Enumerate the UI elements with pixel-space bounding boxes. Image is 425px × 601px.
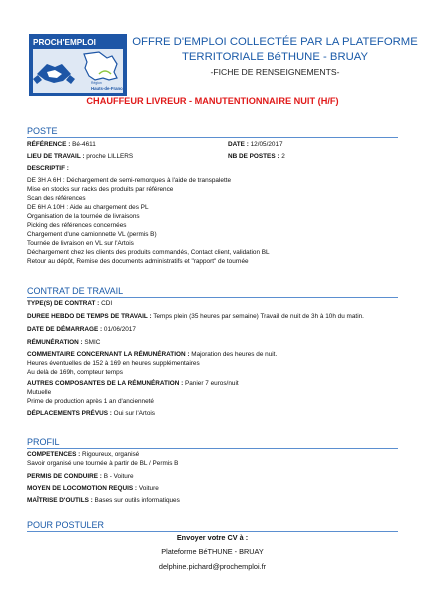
competences-value: Rigoureux, organisé — [80, 451, 140, 458]
type-contrat-label: TYPE(S) DE CONTRAT : — [27, 300, 100, 307]
descriptif-line: Picking des références concernées — [27, 222, 127, 229]
apply-email-link[interactable]: delphine.pichard@prochemploi.fr — [158, 562, 267, 571]
field-autres-composantes — [27, 380, 239, 388]
descriptif-line: Scan des références — [27, 195, 86, 202]
descriptif-line: Organisation de la tournée de livraisons — [27, 213, 140, 220]
locomotion-value: Voiture — [137, 485, 159, 492]
apply-plateforme: Plateforme BéTHUNE - BRUAY — [161, 547, 264, 556]
outils-label: MAÎTRISE D'OUTILS : — [27, 497, 93, 504]
locomotion-label: MOYEN DE LOCOMOTION REQUIS : — [27, 485, 138, 492]
section-divider-postuler — [27, 531, 398, 532]
apply-instruction: Envoyer votre CV à : — [176, 533, 249, 542]
job-title: CHAUFFEUR LIVREUR - MANUTENTIONNAIRE NUIT (H/F) — [86, 96, 339, 106]
section-heading-poste: POSTE — [27, 126, 58, 136]
lieu-value: proche LILLERS — [84, 153, 134, 160]
field-date — [228, 141, 283, 149]
autres-line: Prime de production après 1 an d'ancienneté — [27, 398, 154, 405]
date-demarrage-value: 01/06/2017 — [102, 326, 136, 333]
competences-line: Savoir organisé une tournée à partir de BL / Permis B — [27, 460, 179, 467]
field-commentaire-remuneration — [27, 351, 277, 359]
header-line-1: OFFRE D'EMPLOI COLLECTÉE PAR LA PLATEFORME — [132, 36, 418, 48]
field-deplacements — [27, 410, 155, 418]
descriptif-line: Mise en stocks sur racks des produits par référence — [27, 186, 174, 193]
field-competences — [27, 451, 139, 459]
logo-region-text: Hauts-de-France — [91, 86, 125, 91]
descriptif-label: DESCRIPTIF : — [27, 165, 69, 172]
field-remuneration — [27, 339, 100, 347]
section-heading-profil: PROFIL — [27, 437, 60, 447]
section-divider-poste — [27, 137, 398, 138]
reference-value: Bé-4611 — [70, 141, 96, 148]
duree-hebdo-label: DUREE HEBDO DE TEMPS DE TRAVAIL : — [27, 313, 152, 320]
descriptif-line: Retour au dépôt, Remise des documents administratifs et "rapport" de tournée — [27, 258, 249, 265]
permis-label: PERMIS DE CONDUIRE : — [27, 473, 102, 480]
logo-region-small-text: Région — [91, 81, 102, 85]
commentaire-line: Heures éventuelles de 152 à 169 en heures supplémentaires — [27, 360, 200, 367]
field-nb-postes — [228, 153, 285, 161]
field-outils — [27, 497, 180, 505]
autres-composantes-label: AUTRES COMPOSANTES DE LA RÉMUNÉRATION : — [27, 380, 184, 387]
commentaire-line: Au delà de 169h, compteur temps — [27, 369, 123, 376]
prochemploi-logo — [29, 34, 127, 96]
permis-value: B - Voiture — [101, 473, 134, 480]
remuneration-value: SMIC — [82, 339, 101, 346]
commentaire-label: COMMENTAIRE CONCERNANT LA RÉMUNÉRATION : — [27, 351, 190, 358]
lieu-label: LIEU DE TRAVAIL : — [27, 153, 85, 160]
descriptif-line: DE 3H A 6H : Déchargement de semi-remorques à l'aide de transpalette — [27, 177, 232, 184]
nb-postes-value: 2 — [279, 153, 285, 160]
date-value: 12/05/2017 — [248, 141, 283, 148]
logo-brand-text: PROCH'EMPLOI — [33, 38, 96, 47]
deplacements-value: Oui sur l'Artois — [111, 410, 155, 417]
date-label: DATE : — [228, 141, 249, 148]
field-date-demarrage — [27, 326, 136, 334]
field-type-contrat — [27, 300, 112, 308]
field-locomotion — [27, 485, 159, 493]
nb-postes-label: NB DE POSTES : — [228, 153, 280, 160]
autres-composantes-value: Panier 7 euros/nuit — [183, 380, 239, 387]
date-demarrage-label: DATE DE DÉMARRAGE : — [27, 326, 103, 333]
field-duree-hebdo — [27, 313, 364, 321]
section-divider-contrat — [27, 297, 398, 298]
descriptif-line: Déchargement chez les clients des produits commandés, Contact client, validation BL — [27, 249, 270, 256]
section-heading-contrat: CONTRAT DE TRAVAIL — [27, 286, 124, 296]
header-subtitle: -FICHE DE RENSEIGNEMENTS- — [210, 67, 340, 77]
hauts-de-france-region-icon — [84, 52, 117, 80]
descriptif-line: Tournée de livraison en VL sur l'Artois — [27, 240, 134, 247]
field-lieu — [27, 153, 133, 161]
duree-hebdo-value: Temps plein (35 heures par semaine) Travail de nuit de 3h à 10h du matin. — [151, 313, 364, 320]
autres-line: Mutuelle — [27, 389, 52, 396]
commentaire-value: Majoration des heures de nuit. — [189, 351, 278, 358]
section-divider-profil — [27, 448, 398, 449]
descriptif-line: Chargement d'une camionnette VL (permis B) — [27, 231, 157, 238]
competences-label: COMPETENCES : — [27, 451, 81, 458]
reference-label: RÉFÉRENCE : — [27, 141, 71, 148]
descriptif-line: DE 6H A 10H : Aide au chargement des PL — [27, 204, 149, 211]
section-heading-postuler: POUR POSTULER — [27, 520, 105, 530]
deplacements-label: DÉPLACEMENTS PRÉVUS : — [27, 410, 112, 417]
header-line-2: TERRITORIALE BéTHUNE - BRUAY — [181, 51, 368, 63]
outils-value: Bases sur outils informatiques — [92, 497, 180, 504]
field-permis — [27, 473, 134, 481]
prochemploi-logo-graphic — [29, 34, 127, 96]
field-reference — [27, 141, 96, 149]
type-contrat-value: CDI — [99, 300, 113, 307]
remuneration-label: RÉMUNÉRATION : — [27, 339, 83, 346]
